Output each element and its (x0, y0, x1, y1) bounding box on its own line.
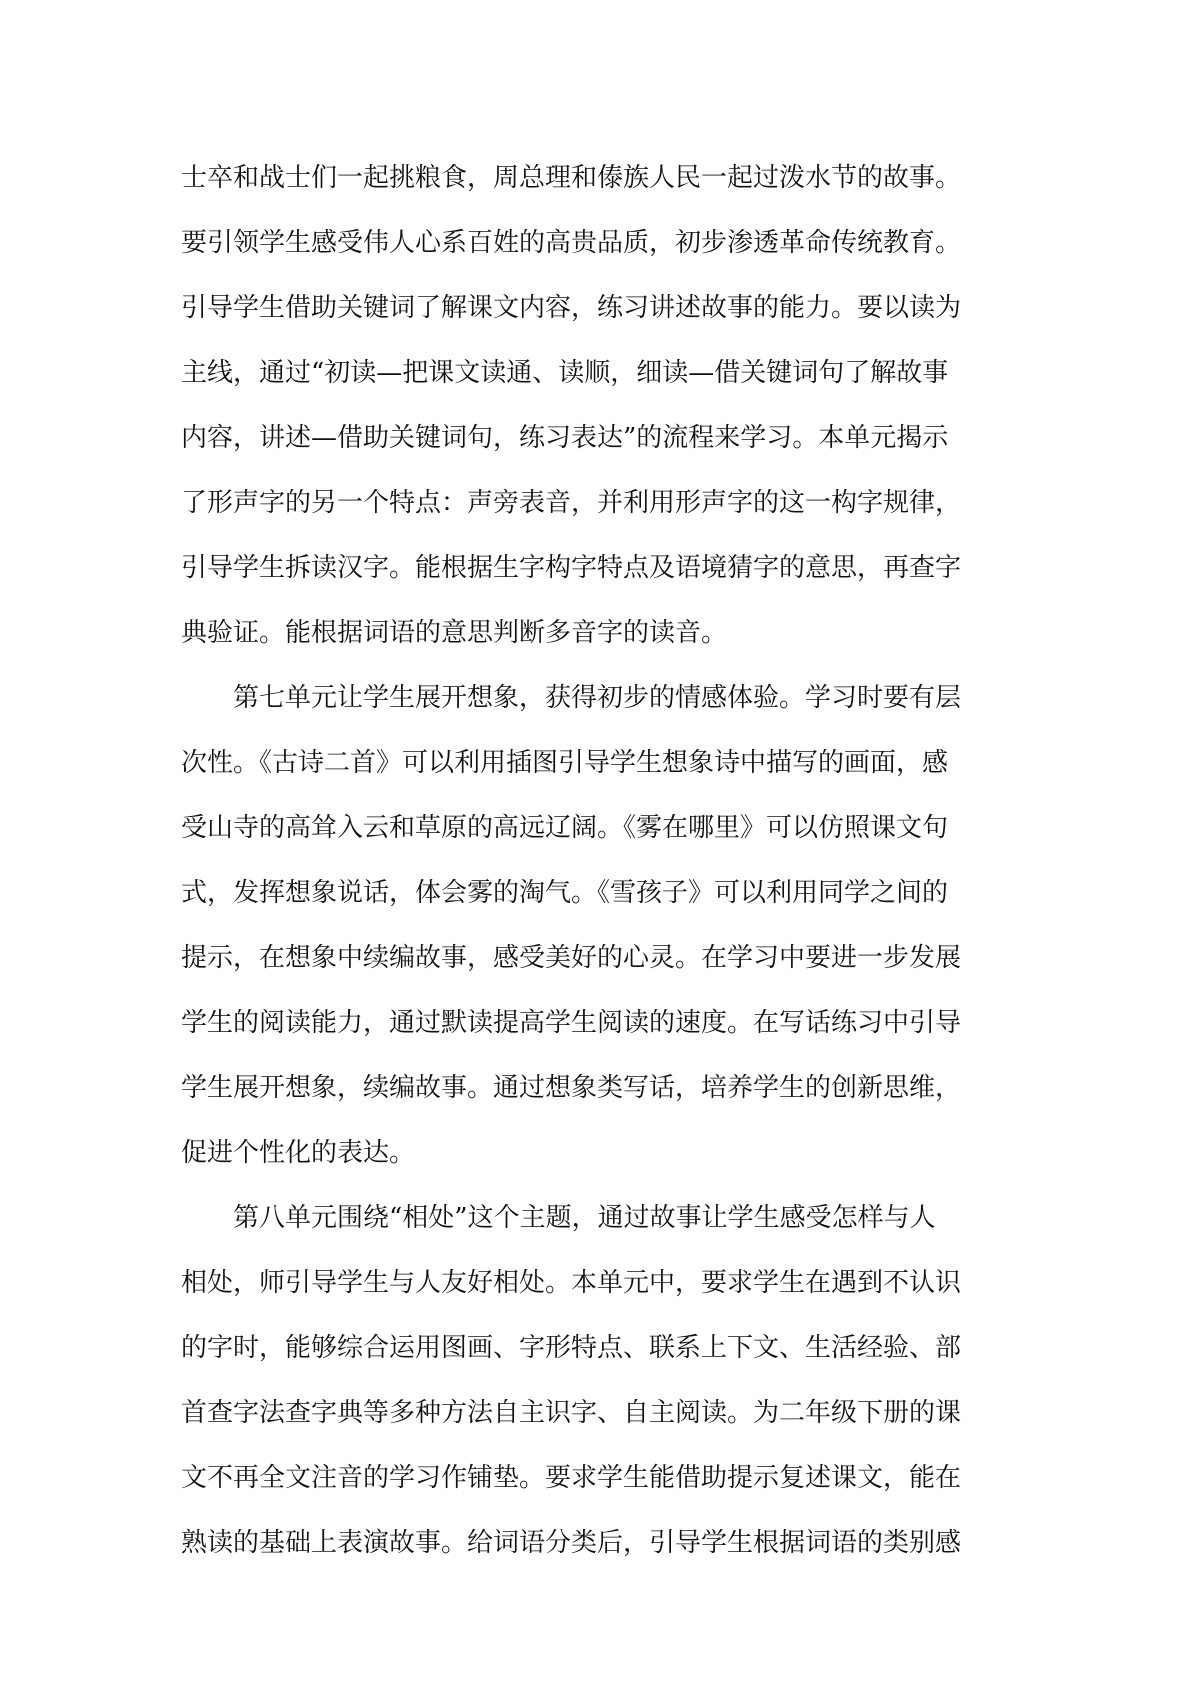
text-line: 受山寺的高耸入云和草原的高远辽阔。《雾在哪里》可以仿照课文句 (181, 813, 949, 843)
paragraph-unit-eight (181, 1186, 1031, 1576)
paragraph-unit-seven (181, 666, 1031, 1186)
text-line: 首查字法查字典等多种方法自主识字、自主阅读。为二年级下册的课 (181, 1398, 962, 1428)
text-line: 次性。《古诗二首》可以利用插图引导学生想象诗中描写的画面，感 (181, 748, 949, 778)
body-text (181, 146, 1031, 1576)
text-line: 提示，在想象中续编故事，感受美好的心灵。在学习中要进一步发展 (181, 943, 962, 973)
text-line: 主线，通过“初读—把课文读通、读顺，细读—借关键词句了解故事 (181, 358, 949, 388)
text-line: 相处，师引导学生与人友好相处。本单元中，要求学生在遇到不认识 (181, 1268, 962, 1298)
text-line: 要引领学生感受伟人心系百姓的高贵品质，初步渗透革命传统教育。 (181, 228, 962, 258)
text-line: 的字时，能够综合运用图画、字形特点、联系上下文、生活经验、部 (181, 1333, 962, 1363)
text-line: 文不再全文注音的学习作铺垫。要求学生能借助提示复述课文，能在 (181, 1463, 962, 1493)
text-line: 第八单元围绕“相处”这个主题，通过故事让学生感受怎样与人 (233, 1203, 936, 1233)
text-line: 学生的阅读能力，通过默读提高学生阅读的速度。在写话练习中引导 (181, 1008, 962, 1038)
text-line: 士卒和战士们一起挑粮食，周总理和傣族人民一起过泼水节的故事。 (181, 163, 962, 193)
text-line: 第七单元让学生展开想象，获得初步的情感体验。学习时要有层 (233, 683, 962, 713)
text-line: 学生展开想象，续编故事。通过想象类写话，培养学生的创新思维， (181, 1073, 962, 1103)
text-line: 典验证。能根据词语的意思判断多音字的读音。 (181, 618, 728, 648)
text-line: 内容，讲述—借助关键词句，练习表达”的流程来学习。本单元揭示 (181, 423, 949, 453)
text-line: 促进个性化的表达。 (181, 1138, 416, 1168)
text-line: 引导学生借助关键词了解课文内容，练习讲述故事的能力。要以读为 (181, 293, 962, 323)
paragraph-continued (181, 146, 1031, 666)
text-line: 式，发挥想象说话，体会雾的淘气。《雪孩子》可以利用同学之间的 (181, 878, 949, 908)
text-line: 熟读的基础上表演故事。给词语分类后，引导学生根据词语的类别感 (181, 1528, 962, 1558)
text-line: 了形声字的另一个特点：声旁表音，并利用形声字的这一构字规律， (181, 488, 962, 518)
text-line: 引导学生拆读汉字。能根据生字构字特点及语境猜字的意思，再查字 (181, 553, 962, 583)
